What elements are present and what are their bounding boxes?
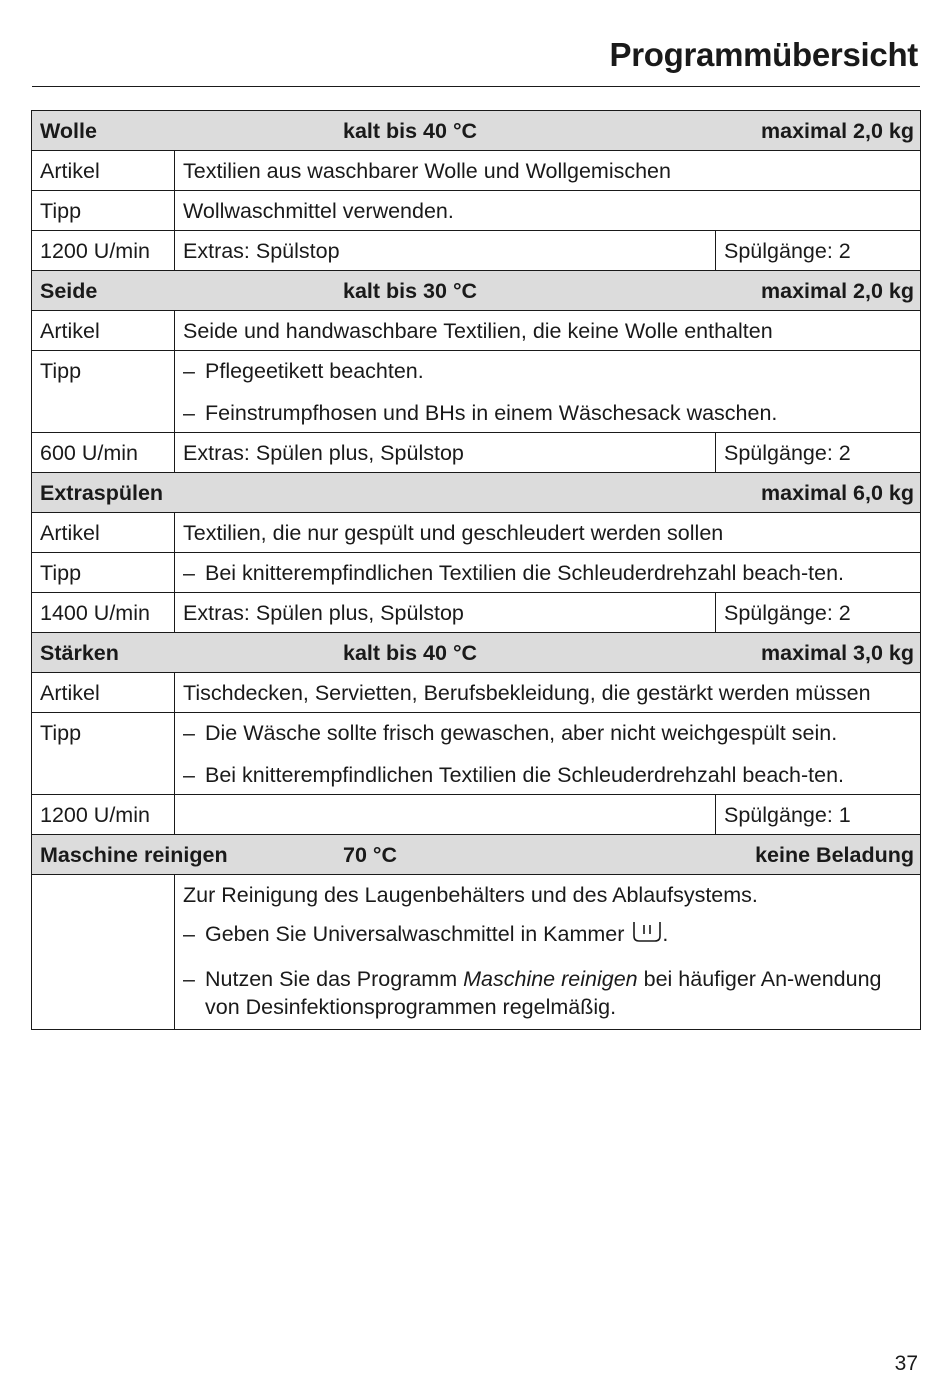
tipp-bullet: – Feinstrumpfhosen und BHs in einem Wäschesack waschen. [183, 399, 912, 427]
tipp-bullet: – Die Wäsche sollte frisch gewaschen, aber nicht weichgespült sein. [183, 719, 912, 747]
page-number: 37 [894, 1352, 918, 1375]
extras: Extras: Spülen plus, Spülstop [175, 593, 716, 633]
rinse-count: Spülgänge: 1 [716, 795, 921, 835]
artikel-row [32, 151, 921, 191]
spin-speed: 1200 U/min [32, 231, 175, 271]
spin-speed: 1200 U/min [32, 795, 175, 835]
settings-row [32, 433, 921, 473]
program-name: Wolle [40, 119, 97, 143]
artikel-row [32, 513, 921, 553]
program-name: Stärken [40, 641, 119, 665]
title-divider [32, 86, 920, 87]
program-temperature: 70 °C [343, 843, 398, 867]
row-label: Tipp [32, 553, 175, 593]
tipp-text: Bei knitterempfindlichen Textilien die Schleuderdrehzahl beach-ten. [205, 763, 845, 787]
artikel-text: Tischdecken, Servietten, Berufsbekleidung, die gestärkt werden müssen [175, 673, 921, 713]
description-row [32, 875, 921, 1030]
row-label: Tipp [32, 713, 175, 795]
settings-row [32, 231, 921, 271]
extras [175, 795, 716, 835]
program-name: Seide [40, 279, 98, 303]
program-load: maximal 2,0 kg [761, 279, 914, 303]
tipp-row [32, 713, 921, 795]
tipp-bullet: – Pflegeetikett beachten. [183, 357, 912, 385]
program-name-italic: Maschine reinigen [463, 967, 638, 991]
program-load: maximal 3,0 kg [761, 641, 914, 665]
program-load: keine Beladung [755, 843, 914, 867]
tipp-text: Die Wäsche sollte frisch gewaschen, aber nicht weichgespült sein. [205, 721, 838, 745]
program-header-extraspuelen [32, 473, 921, 513]
spin-speed: 1400 U/min [32, 593, 175, 633]
program-temperature: kalt bis 40 °C [343, 119, 478, 143]
program-table [31, 110, 921, 1030]
tipp-text: Pflegeetikett beachten. [205, 359, 424, 383]
program-name: Extraspülen [40, 481, 164, 505]
tipp-text: Bei knitterempfindlichen Textilien die Schleuderdrehzahl beach-ten. [205, 561, 845, 585]
program-load: maximal 2,0 kg [761, 119, 914, 143]
rinse-count: Spülgänge: 2 [716, 231, 921, 271]
tipp-row [32, 191, 921, 231]
detergent-compartment-icon [632, 920, 662, 951]
rinse-count: Spülgänge: 2 [716, 433, 921, 473]
program-temperature: kalt bis 30 °C [343, 279, 478, 303]
tipp-bullet: – Nutzen Sie das Programm Maschine reinigen bei häufiger An-wendung von Desinfektionsprogrammen regelmäßig. [183, 967, 882, 1019]
tipp-text: Geben Sie Universalwaschmittel in Kammer [205, 922, 625, 946]
program-temperature: kalt bis 40 °C [343, 641, 478, 665]
artikel-row [32, 311, 921, 351]
description-text: Zur Reinigung des Laugenbehälters und des Ablaufsystems. [183, 883, 758, 907]
settings-row [32, 593, 921, 633]
tipp-text: Nutzen Sie das Programm [205, 967, 458, 991]
tipp-text-end: . [662, 922, 669, 946]
artikel-text: Textilien aus waschbarer Wolle und Wollgemischen [175, 151, 921, 191]
tipp-row [32, 351, 921, 433]
artikel-row [32, 673, 921, 713]
program-name: Maschine reinigen [40, 843, 228, 867]
row-label: Artikel [32, 311, 175, 351]
row-label: Tipp [32, 351, 175, 433]
program-header-seide [32, 271, 921, 311]
row-label: Artikel [32, 151, 175, 191]
tipp-bullet: – Bei knitterempfindlichen Textilien die Schleuderdrehzahl beach-ten. [183, 559, 912, 587]
program-header-staerken [32, 633, 921, 673]
tipp-text: Wollwaschmittel verwenden. [175, 191, 921, 231]
row-label: Tipp [32, 191, 175, 231]
row-label: Artikel [32, 673, 175, 713]
tipp-text: Feinstrumpfhosen und BHs in einem Wäschesack waschen. [205, 401, 778, 425]
row-label-empty [32, 875, 175, 1030]
rinse-count: Spülgänge: 2 [716, 593, 921, 633]
tipp-text: bei häufiger An-wendung von Desinfektionsprogrammen regelmäßig. [205, 967, 882, 1019]
program-load: maximal 6,0 kg [761, 481, 914, 505]
program-header-wolle [32, 111, 921, 151]
tipp-row [32, 553, 921, 593]
page-title: Programmübersicht [609, 36, 918, 73]
tipp-bullet: – Geben Sie Universalwaschmittel in Kammer . [183, 920, 912, 951]
artikel-text: Seide und handwaschbare Textilien, die keine Wolle enthalten [175, 311, 921, 351]
tipp-bullet: – Bei knitterempfindlichen Textilien die Schleuderdrehzahl beach-ten. [183, 761, 912, 789]
extras: Extras: Spülstop [175, 231, 716, 271]
program-header-maschine-reinigen [32, 835, 921, 875]
artikel-text: Textilien, die nur gespült und geschleudert werden sollen [175, 513, 921, 553]
row-label: Artikel [32, 513, 175, 553]
settings-row [32, 795, 921, 835]
spin-speed: 600 U/min [32, 433, 175, 473]
extras: Extras: Spülen plus, Spülstop [175, 433, 716, 473]
